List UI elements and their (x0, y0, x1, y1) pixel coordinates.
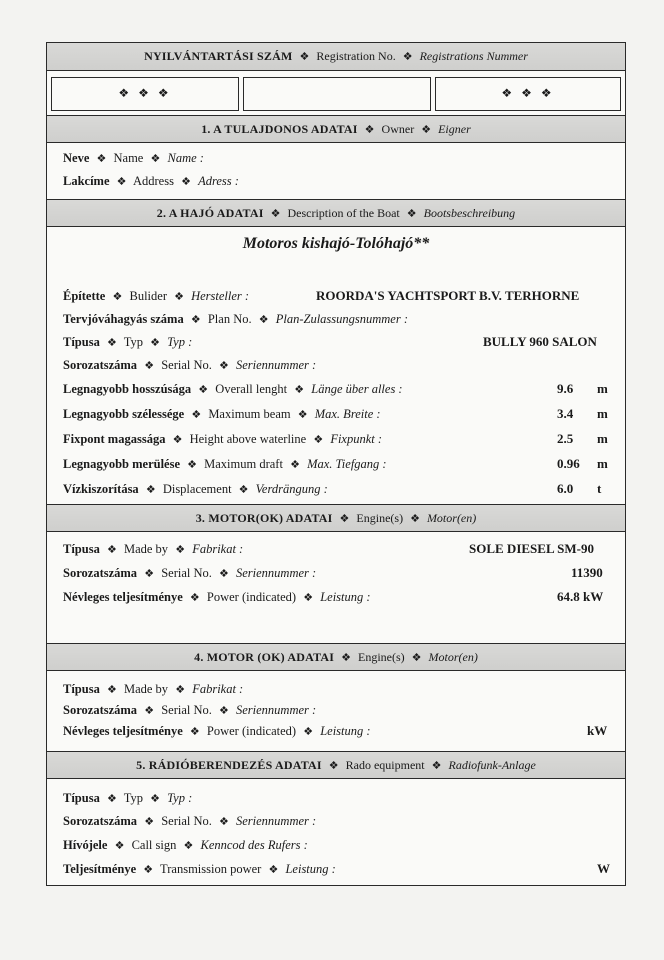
engine2-make-row (63, 679, 611, 699)
label-hu: Legnagyobb hosszúsága (63, 382, 192, 396)
registration-number-row (47, 77, 625, 113)
height-row (63, 429, 611, 449)
label-hu: Névleges teljesítménye (63, 590, 183, 604)
label-en: Plan No. (207, 312, 252, 326)
serial-row (63, 355, 611, 375)
unit: m (597, 381, 608, 396)
separator: ❖ (402, 51, 413, 63)
label-hu: Sorozatszáma (63, 703, 138, 717)
separator: ❖ (116, 176, 127, 188)
label-en: Typ (123, 791, 144, 805)
separator: ❖ (410, 513, 420, 525)
label-en: Serial No. (161, 814, 212, 828)
separator: ❖ (143, 864, 154, 876)
label-de: Name : (167, 151, 204, 165)
registration-label-hu: NYILVÁNTARTÁSI SZÁM (144, 49, 293, 63)
separator: ❖ (112, 291, 123, 303)
owner-section-header (47, 115, 625, 143)
separator: ❖ (106, 544, 117, 556)
separator: ❖ (150, 337, 161, 349)
label-hu: Teljesítménye (63, 862, 137, 876)
label-en: Maximum draft (204, 457, 283, 471)
separator: ❖ (175, 544, 186, 556)
separator: ❖ (189, 726, 200, 738)
label-de: Verdrängung : (255, 482, 328, 496)
label-de: Max. Breite : (314, 407, 381, 421)
label-hu: Legnagyobb merülése (63, 457, 181, 471)
label-hu: Sorozatszáma (63, 358, 138, 372)
displacement-row (63, 479, 611, 499)
radio-section-header (47, 751, 625, 779)
radio-serial-row (63, 811, 611, 831)
beam-row (63, 404, 611, 424)
separator: ❖ (144, 568, 155, 580)
section-title: 1. A TULAJDONOS ADATAI (201, 122, 358, 136)
unit: kW (587, 723, 608, 738)
label-de: Länge über alles : (311, 382, 403, 396)
separator: ❖ (175, 684, 186, 696)
separator: ❖ (313, 434, 324, 446)
builder-value: ROORDA'S YACHTSPORT B.V. TERHORNE (316, 288, 580, 303)
separator: ❖ (145, 484, 156, 496)
label-de: Seriennummer : (236, 358, 317, 372)
engine-power-row (63, 587, 611, 607)
engine-make-row (63, 539, 611, 559)
separator: ❖ (303, 592, 314, 604)
engine2-section-header (47, 643, 625, 671)
separator: ❖ (421, 124, 432, 136)
separator: ❖ (328, 760, 339, 772)
registration-number-field[interactable] (243, 77, 431, 111)
label-hu: Típusa (63, 542, 100, 556)
label-en: Name (113, 151, 144, 165)
registration-left-cell (51, 77, 239, 111)
separator: ❖ (189, 592, 200, 604)
label-de: Leistung : (285, 862, 336, 876)
draft-value: 0.96 (557, 456, 580, 471)
engine-serial-value: 11390 (571, 565, 603, 580)
section-title: 3. MOTOR(OK) ADATAI (195, 511, 333, 525)
label-hu: Hívójele (63, 838, 108, 852)
draft-row (63, 454, 611, 474)
separator: ❖ (431, 760, 442, 772)
separator: ❖ (106, 337, 117, 349)
separator: ❖ (294, 384, 305, 396)
separator: ❖ (144, 360, 155, 372)
owner-name-row (63, 148, 611, 168)
label-de: Plan-Zulassungsnummer : (275, 312, 409, 326)
separator: ❖ (411, 652, 422, 664)
label-en: Maximum beam (208, 407, 291, 421)
unit: m (597, 456, 608, 471)
label-hu: Tervjóváhagyás száma (63, 312, 184, 326)
separator: ❖ (219, 705, 229, 717)
section-title-de: Bootsbeschreibung (423, 206, 516, 220)
unit: m (597, 431, 608, 446)
builder-row (63, 286, 611, 306)
separator: ❖ (187, 459, 198, 471)
separator: ❖ (150, 153, 161, 165)
label-hu: Fixpont magassága (63, 432, 166, 446)
label-en: Serial No. (161, 358, 212, 372)
separator: ❖ (144, 816, 155, 828)
label-de: Typ : (167, 335, 193, 349)
label-de: Adress : (198, 174, 239, 188)
label-en: Serial No. (161, 703, 212, 717)
displacement-value: 6.0 (557, 481, 574, 496)
label-de: Leistung : (320, 724, 371, 738)
label-de: Max. Tiefgang : (307, 457, 387, 471)
separator: ❖ (181, 176, 191, 188)
registration-label-de: Registrations Nummer (419, 49, 528, 63)
section-title-de: Motor(en) (426, 511, 477, 525)
radio-type-row (63, 788, 611, 808)
section-title: 2. A HAJÓ ADATAI (156, 206, 264, 220)
separator: ❖ (183, 840, 194, 852)
label-en: Transmission power (160, 862, 262, 876)
label-en: Power (indicated) (206, 590, 297, 604)
separator: ❖ (297, 409, 308, 421)
registration-label-en: Registration No. (316, 49, 396, 63)
separator: ❖ (172, 434, 183, 446)
unit: W (597, 861, 610, 876)
separator: ❖ (144, 705, 155, 717)
label-hu: Legnagyobb szélessége (63, 407, 185, 421)
label-en: Made by (123, 682, 169, 696)
engine2-serial-row (63, 700, 611, 720)
label-en: Height above waterline (189, 432, 307, 446)
length-value: 9.6 (557, 381, 574, 396)
separator: ❖ (219, 568, 229, 580)
radio-callsign-row (63, 835, 611, 855)
separator: ❖ (270, 208, 281, 220)
separator: ❖ (174, 291, 184, 303)
unit: t (597, 481, 602, 496)
label-de: Typ : (167, 791, 193, 805)
engine-section-header (47, 504, 625, 532)
label-en: Overall lenght (215, 382, 288, 396)
engine-serial-row (63, 563, 611, 583)
separator: ❖ (258, 314, 269, 326)
separator: ❖ (406, 208, 417, 220)
label-hu: Típusa (63, 791, 100, 805)
label-hu: Típusa (63, 682, 100, 696)
label-hu: Lakcíme (63, 174, 110, 188)
registration-right-cell (435, 77, 621, 111)
label-hu: Építette (63, 289, 106, 303)
label-de: Seriennummer : (236, 566, 317, 580)
separator: ❖ (290, 459, 300, 471)
label-de: Seriennummer : (236, 703, 317, 717)
label-de: Seriennummer : (236, 814, 317, 828)
label-en: Bulider (129, 289, 167, 303)
registration-form (46, 42, 626, 886)
label-de: Fabrikat : (192, 682, 244, 696)
label-de: Fixpunkt : (330, 432, 383, 446)
separator: ❖ (198, 384, 209, 396)
label-de: Kenncod des Rufers : (200, 838, 308, 852)
section-title-en: Description of the Boat (287, 206, 400, 220)
label-en: Power (indicated) (206, 724, 297, 738)
engine2-power-row (63, 721, 611, 741)
separator: ❖ (268, 864, 279, 876)
boat-section-header (47, 199, 625, 227)
section-title-de: Radiofunk-Anlage (448, 758, 536, 772)
separator: ❖ (339, 513, 350, 525)
ornament-marks: ❖ ❖ ❖ (501, 86, 555, 100)
radio-power-row (63, 859, 611, 879)
label-en: Displacement (162, 482, 232, 496)
height-value: 2.5 (557, 431, 574, 446)
separator: ❖ (364, 124, 375, 136)
separator: ❖ (190, 314, 201, 326)
separator: ❖ (341, 652, 352, 664)
separator: ❖ (150, 793, 161, 805)
owner-address-row (63, 171, 611, 191)
section-title-en: Owner (381, 122, 415, 136)
separator: ❖ (299, 51, 310, 63)
label-de: Leistung : (320, 590, 371, 604)
ornament-marks: ❖ ❖ ❖ (118, 86, 172, 100)
separator: ❖ (114, 840, 125, 852)
section-title-de: Eigner (438, 122, 471, 136)
section-title: 5. RÁDIÓBERENDEZÉS ADATAI (136, 758, 322, 772)
engine-make-value: SOLE DIESEL SM-90 (469, 541, 594, 556)
label-hu: Neve (63, 151, 90, 165)
label-en: Address (132, 174, 174, 188)
engine-power-value: 64.8 kW (557, 589, 604, 604)
separator: ❖ (191, 409, 202, 421)
separator: ❖ (238, 484, 249, 496)
type-row (63, 332, 611, 352)
type-value: BULLY 960 SALON (483, 334, 597, 349)
label-hu: Sorozatszáma (63, 566, 138, 580)
label-de: Fabrikat : (192, 542, 244, 556)
plan-row (63, 309, 611, 329)
separator: ❖ (303, 726, 314, 738)
section-title-de: Motor(en) (428, 650, 478, 664)
section-title-en: Engine(s) (356, 511, 404, 525)
unit: m (597, 406, 608, 421)
label-hu: Névleges teljesítménye (63, 724, 183, 738)
length-row (63, 379, 611, 399)
separator: ❖ (106, 684, 117, 696)
label-hu: Vízkiszorítása (63, 482, 139, 496)
separator: ❖ (219, 816, 229, 828)
label-en: Serial No. (161, 566, 212, 580)
label-de: Hersteller : (191, 289, 250, 303)
label-en: Made by (123, 542, 169, 556)
registration-header (47, 43, 625, 71)
label-hu: Típusa (63, 335, 100, 349)
separator: ❖ (106, 793, 117, 805)
separator: ❖ (219, 360, 229, 372)
section-title-en: Engine(s) (358, 650, 405, 664)
label-en: Call sign (131, 838, 177, 852)
section-title-en: Rado equipment (345, 758, 425, 772)
separator: ❖ (96, 153, 107, 165)
label-hu: Sorozatszáma (63, 814, 138, 828)
boat-category: Motoros kishajó-Tolóhajó** (242, 235, 430, 252)
label-en: Typ (123, 335, 144, 349)
beam-value: 3.4 (557, 406, 574, 421)
section-title: 4. MOTOR (OK) ADATAI (194, 650, 335, 664)
